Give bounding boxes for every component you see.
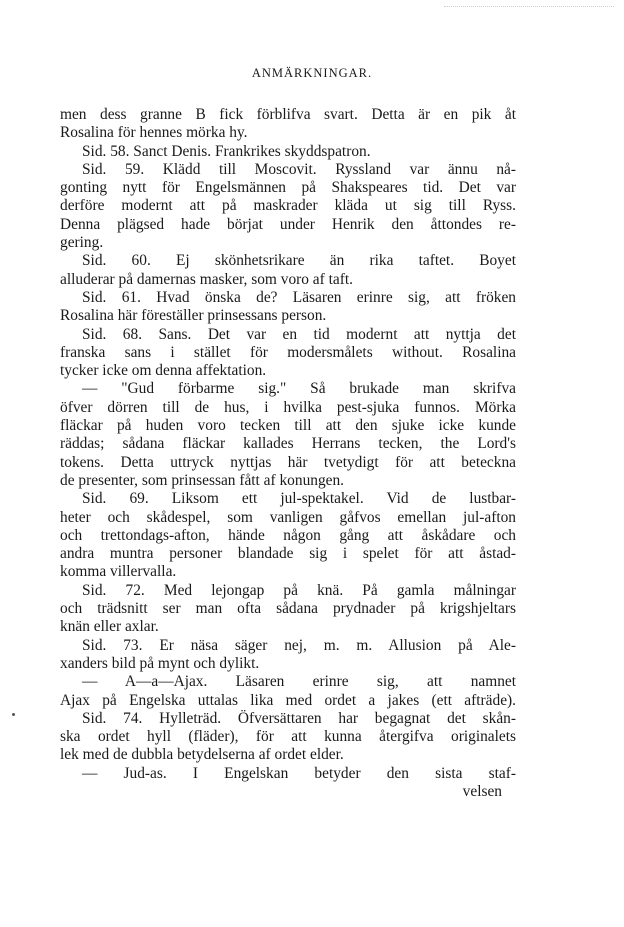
text-line: Rosalina för hennes mörka hy. [60, 124, 248, 142]
text-line: lek med de dubbla betydelserna af ordet elder. [60, 746, 344, 764]
text-line: de presenter, som prinsessan fått af konungen. [60, 471, 345, 489]
text-line: fläckar på huden voro tecken till att den sjuke icke kunde [60, 417, 516, 435]
text-line: derföre modernt att på maskrader kläda ut sig till Ryss. [60, 197, 516, 215]
text-line: tokens. Detta uttryck nyttjas här tvetydigt för att beteckna [60, 453, 516, 471]
running-header: ANMÄRKNINGAR. [251, 66, 373, 80]
note-gud-forbarme: — "Gud förbarme sig." Så brukade man skrifva [82, 380, 516, 398]
note-sid-73: Sid. 73. Er näsa säger nej, m. m. Allusion på Ale- [82, 636, 516, 654]
note-sid-69: Sid. 69. Liksom ett jul-spektakel. Vid de lustbar- [82, 490, 516, 508]
text-line: andra muntra personer blandade sig i spelet för att åstad- [60, 545, 516, 563]
note-jud-as: — Jud-as. I Engelskan betyder den sista staf- [82, 764, 516, 782]
text-line: räddas; sådana fläckar kallades Herrans tecken, the Lord's [60, 435, 516, 453]
text-line: öfver dörren till de hus, i hvilka pest-sjuka funnos. Mörka [60, 398, 516, 416]
text-line: heter och skådespel, som vanligen gåfvos emellan jul-afton [60, 508, 516, 526]
text-line: ska ordet hyll (fläder), för att kunna återgifva originalets [60, 728, 516, 746]
catchword: velsen [462, 782, 502, 800]
note-sid-68: Sid. 68. Sans. Det var en tid modernt att nyttja det [82, 325, 516, 343]
page-body [60, 106, 516, 801]
text-line: alluderar på damernas masker, som voro af taft. [60, 270, 353, 288]
text-line: gering. [60, 234, 104, 252]
note-sid-59: Sid. 59. Klädd till Moscovit. Ryssland var ännu nå- [82, 160, 516, 178]
text-line: Rosalina här föreställer prinsessans person. [60, 307, 327, 325]
scan-artifact [444, 6, 614, 8]
note-ajax: — A—a—Ajax. Läsaren erinre sig, att namnet [82, 673, 516, 691]
text-line: och trädsnitt ser man ofta sådana prydnader på krigshjeltars [60, 600, 516, 618]
text-line: men dess granne B fick förblifva svart. Detta är en pik åt [60, 106, 516, 123]
text-line: komma villervalla. [60, 563, 177, 581]
text-line: tycker icke om denna affektation. [60, 362, 267, 380]
text-line: Denna plägsed hade börjat under Henrik den åttondes re- [60, 215, 516, 233]
text-line: gonting nytt för Engelsmännen på Shakspeares tid. Det var [60, 179, 516, 197]
text-line: franska sans i stället för modersmålets without. Rosalina [60, 343, 516, 361]
note-sid-61: Sid. 61. Hvad önska de? Läsaren erinre sig, att fröken [82, 288, 516, 306]
text-line: och trettondags-afton, hände någon gång att åskådare och [60, 526, 516, 544]
scan-speck [12, 713, 15, 716]
note-sid-60: Sid. 60. Ej skönhetsrikare än rika taftet. Boyet [82, 252, 516, 270]
note-sid-74: Sid. 74. Hylleträd. Öfversättaren har begagnat det skån- [82, 709, 516, 727]
text-line: knän eller axlar. [60, 618, 159, 636]
text-line: xanders bild på mynt och dylikt. [60, 654, 260, 672]
note-sid-58: Sid. 58. Sanct Denis. Frankrikes skyddspatron. [82, 142, 371, 160]
text-line: Ajax på Engelska uttalas lika med ordet a jakes (ett afträde). [60, 691, 516, 709]
note-sid-72: Sid. 72. Med lejongap på knä. På gamla målningar [82, 581, 516, 599]
